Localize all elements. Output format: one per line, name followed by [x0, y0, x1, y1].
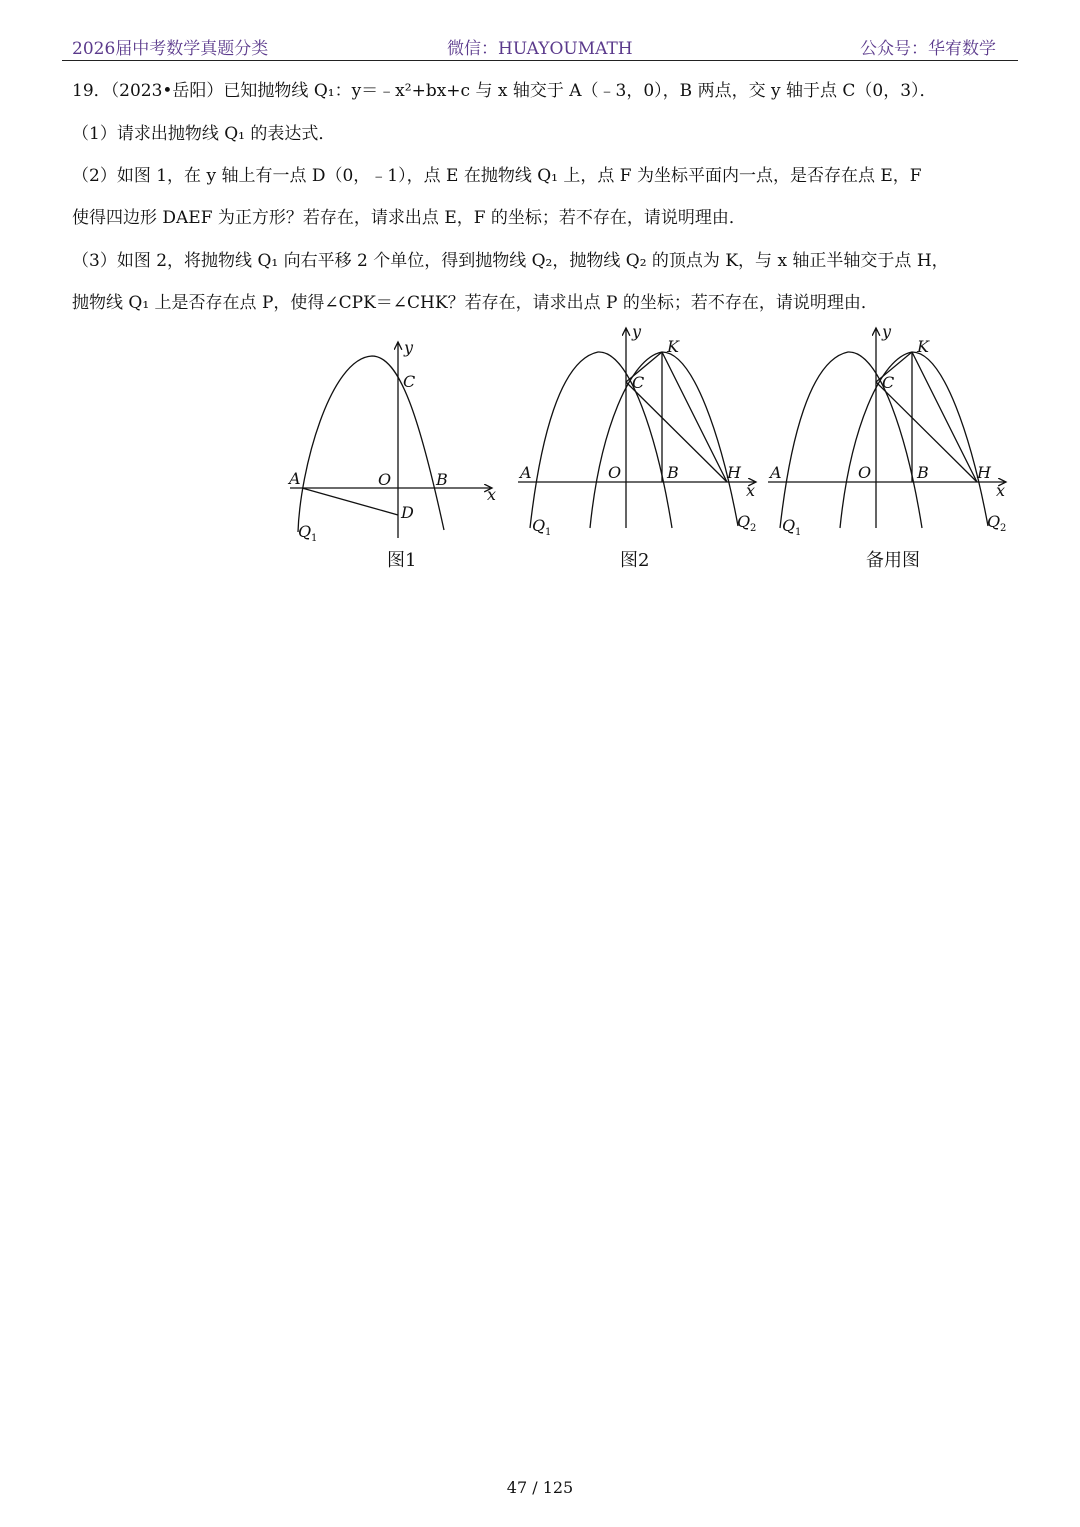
fig3-label-q1: Q — [782, 516, 796, 535]
fig2-label-q1-sub: 1 — [545, 527, 552, 538]
fig1-label-a: A — [289, 469, 301, 488]
fig2-label-h: H — [727, 463, 741, 482]
fig1-parabola-q1 — [298, 356, 444, 532]
fig3-label-x: x — [996, 481, 1006, 500]
problem-part-3: （3）如图 2，将抛物线 Q₁ 向右平移 2 个单位，得到抛物线 Q₂，抛物线 Q₂ 的顶点为 K，与 x 轴正半轴交于点 H， — [72, 251, 949, 271]
fig1-label-q: Q — [298, 522, 312, 541]
page-header — [62, 30, 1018, 61]
fig1-label-o: O — [378, 470, 392, 489]
fig2-caption: 图2 — [620, 550, 650, 571]
fig2-label-q2: Q — [737, 512, 751, 531]
fig2-parabola-q2 — [590, 352, 738, 528]
fig1-label-d: D — [401, 503, 414, 522]
fig1-label-x: x — [487, 485, 497, 504]
problem-statement: 19．（2023•岳阳）已知抛物线 Q₁：y＝﹣x²+bx+c 与 x 轴交于 A（﹣3，0），B 两点，交 y 轴于点 C（0，3）． — [72, 81, 937, 101]
problem-part-1: （1）请求出抛物线 Q₁ 的表达式． — [72, 124, 336, 144]
fig1-label-y: y — [404, 338, 414, 357]
fig2-label-o: O — [608, 463, 622, 482]
fig2-label-q1: Q — [532, 516, 546, 535]
fig3-label-h: H — [977, 463, 991, 482]
fig3-caption: 备用图 — [866, 550, 920, 571]
figures — [0, 320, 1080, 580]
fig1-label-c: C — [403, 372, 416, 391]
fig2-label-k: K — [667, 337, 679, 356]
fig3-label-q2-sub: 2 — [1000, 523, 1007, 534]
fig3-label-y: y — [882, 322, 892, 341]
figure-2 — [518, 328, 756, 528]
header-account: 公众号：华宥数学 — [860, 39, 996, 59]
fig1-label-b: B — [436, 470, 448, 489]
fig3-label-c: C — [882, 373, 895, 392]
fig2-label-y: y — [632, 322, 642, 341]
figure-1 — [290, 342, 492, 538]
fig2-label-q2-sub: 2 — [750, 523, 757, 534]
problem-part-2-cont: 使得四边形 DAEF 为正方形？若存在，请求出点 E，F 的坐标；若不存在，请说明理由． — [72, 208, 746, 228]
fig2-label-a: A — [520, 463, 532, 482]
problem-part-2: （2）如图 1，在 y 轴上有一点 D（0，﹣1），点 E 在抛物线 Q₁ 上，点 F 为坐标平面内一点，是否存在点 E，F — [72, 166, 922, 186]
fig2-label-b: B — [667, 463, 679, 482]
fig3-label-o: O — [858, 463, 872, 482]
page-number: 47 / 125 — [506, 1478, 574, 1497]
fig3-parabola-q1 — [780, 352, 922, 528]
header-wechat: 微信：HUAYOUMATH — [447, 39, 633, 59]
fig1-caption: 图1 — [387, 550, 417, 571]
fig1-label-q-sub: 1 — [311, 533, 318, 544]
fig2-label-x: x — [746, 481, 756, 500]
fig3-parabola-q2 — [840, 352, 988, 528]
fig2-label-c: C — [632, 373, 645, 392]
fig3-label-q1-sub: 1 — [795, 527, 802, 538]
header-series-title: 2026届中考数学真题分类 — [72, 39, 269, 59]
fig3-label-a: A — [770, 463, 782, 482]
fig3-label-b: B — [917, 463, 929, 482]
fig3-label-k: K — [917, 337, 929, 356]
fig3-label-q2: Q — [987, 512, 1001, 531]
fig2-parabola-q1 — [530, 352, 672, 528]
figure-backup — [768, 328, 1006, 528]
problem-part-3-cont: 抛物线 Q₁ 上是否存在点 P，使得∠CPK＝∠CHK？若存在，请求出点 P 的坐标；若不存在，请说明理由． — [72, 293, 878, 313]
fig1-segment-ad — [302, 488, 398, 515]
